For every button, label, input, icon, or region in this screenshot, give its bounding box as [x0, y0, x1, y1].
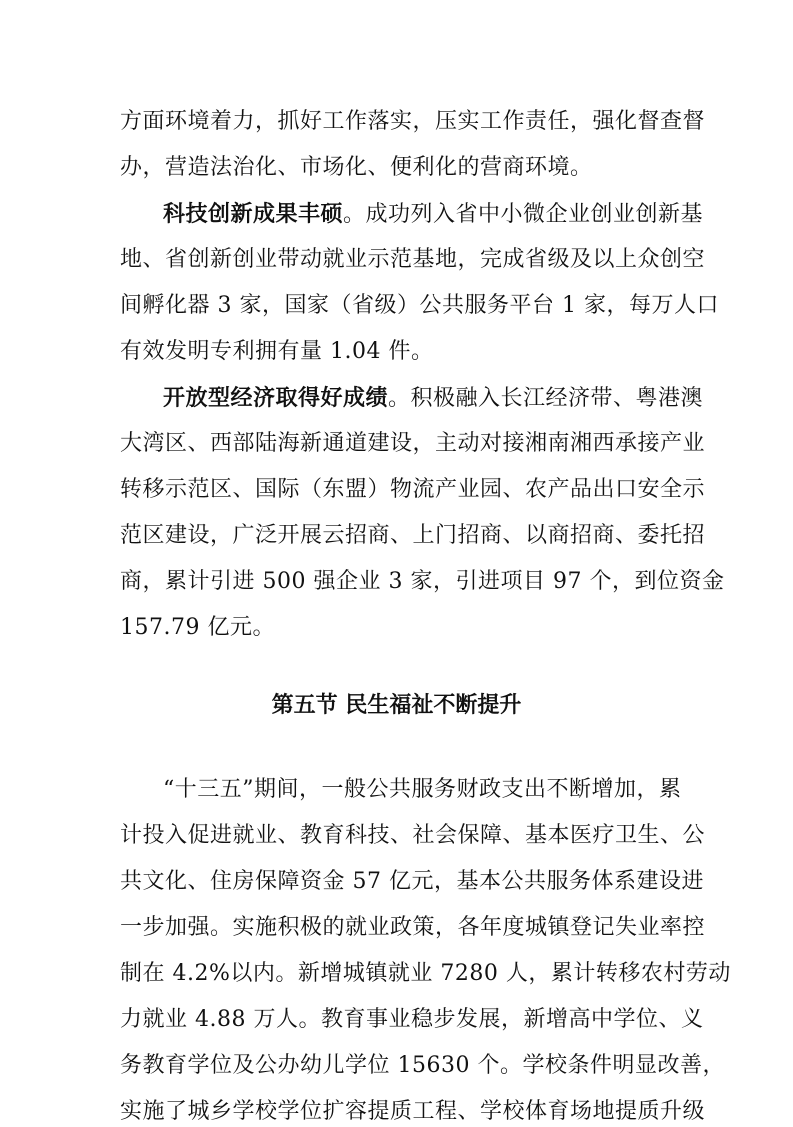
paragraph-line: 地、省创新创业带动就业示范基地，完成省级及以上众创空: [120, 247, 706, 272]
paragraph-line: 力就业 4.88 万人。教育事业稳步发展，新增高中学位、义: [120, 1007, 704, 1032]
paragraph-line: 一步加强。实施积极的就业政策，各年度城镇登记失业率控: [120, 915, 706, 940]
section-lead-title: 科技创新成果丰硕: [163, 201, 344, 227]
paragraph-text: 。积极融入长江经济带、粤港澳: [388, 386, 704, 411]
paragraph-line: 实施了城乡学校学位扩容提质工程、学校体育场地提质升级: [120, 1099, 706, 1124]
paragraph-text: 。成功列入省中小微企业创业创新基: [343, 202, 704, 227]
paragraph-line: “十三五”期间，一般公共服务财政支出不断增加，累: [163, 777, 682, 802]
paragraph-line: 共文化、住房保障资金 57 亿元，基本公共服务体系建设进: [120, 869, 704, 894]
paragraph-line: 制在 4.2%以内。新增城镇就业 7280 人，累计转移农村劳动: [120, 961, 731, 986]
paragraph-line: 商，累计引进 500 强企业 3 家，引进项目 97 个，到位资金: [120, 569, 725, 594]
section-lead-title: 开放型经济取得好成绩: [163, 385, 389, 411]
paragraph-line: 办，营造法治化、市场化、便利化的营商环境。: [120, 155, 593, 180]
section-heading: 第五节 民生福祉不断提升: [271, 692, 522, 718]
paragraph-line: [163, 383, 704, 413]
paragraph-line: 有效发明专利拥有量 1.04 件。: [120, 339, 434, 364]
paragraph-line: 大湾区、西部陆海新通道建设，主动对接湘南湘西承接产业: [120, 431, 706, 456]
paragraph-line: 间孵化器 3 家，国家（省级）公共服务平台 1 家，每万人口: [120, 293, 719, 318]
paragraph-line: 转移示范区、国际（东盟）物流产业园、农产品出口安全示: [120, 477, 706, 502]
paragraph-line: 方面环境着力，抓好工作落实，压实工作责任，强化督查督: [120, 109, 706, 134]
paragraph-line: 157.79 亿元。: [120, 615, 275, 640]
paragraph-line: 务教育学位及公办幼儿学位 15630 个。学校条件明显改善，: [120, 1053, 725, 1078]
paragraph-line: 计投入促进就业、教育科技、社会保障、基本医疗卫生、公: [120, 823, 706, 848]
paragraph-line: 范区建设，广泛开展云招商、上门招商、以商招商、委托招: [120, 523, 706, 548]
paragraph-line: [163, 199, 704, 229]
